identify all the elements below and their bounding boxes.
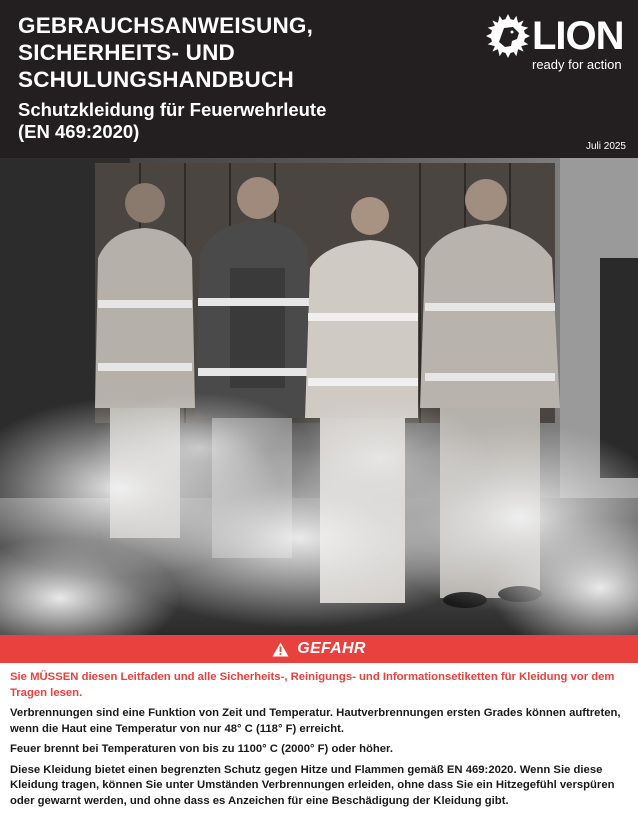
document-subtitle	[18, 99, 458, 143]
danger-label: GEFAHR	[297, 640, 366, 657]
lion-logo	[486, 12, 626, 76]
title-line: GEBRAUCHSANWEISUNG,	[18, 13, 314, 38]
cover-header	[0, 0, 638, 158]
logo-tagline: ready for action	[532, 57, 622, 72]
title-line: SICHERHEITS- UND	[18, 40, 235, 65]
paragraph: Verbrennungen sind eine Funktion von Zeit und Temperatur. Hautverbrennungen ersten Grades können auftreten, wenn die Haut eine Temperatur von nur 48° C (118° F) erreicht.	[10, 707, 621, 735]
publication-date: Juli 2025	[585, 141, 626, 152]
safety-text	[10, 670, 630, 814]
warning-triangle-icon	[272, 642, 289, 657]
danger-banner	[0, 635, 638, 663]
document-title	[18, 12, 458, 93]
subtitle-line: (EN 469:2020)	[18, 121, 140, 142]
subtitle-line: Schutzkleidung für Feuerwehrleute	[18, 99, 327, 120]
paragraph: Diese Kleidung bietet einen begrenzten Schutz gegen Hitze und Flammen gemäß EN 469:2020. Wenn Sie diese Kleidung tragen, können Sie unter Umständen Verbrennungen erleiden, ohne dass Sie ein Hitzegefühl verspüren oder gewarnt werden, und ohne dass es Anzeichen für eine Beschädigung der Kleidung gibt.	[10, 763, 615, 807]
firefighters-photo	[0, 158, 638, 635]
cover-photo	[0, 158, 638, 635]
lion-head-icon	[486, 14, 530, 58]
mandatory-notice: Sie MÜSSEN diesen Leitfaden und alle Sicherheits-, Reinigungs- und Informationsetiketten für Kleidung vor dem Tragen lesen.	[10, 671, 615, 699]
logo-wordmark: LION	[532, 14, 624, 58]
paragraph: Feuer brennt bei Temperaturen von bis zu 1100° C (2000° F) oder höher.	[10, 743, 393, 755]
title-line: SCHULUNGSHANDBUCH	[18, 67, 294, 92]
